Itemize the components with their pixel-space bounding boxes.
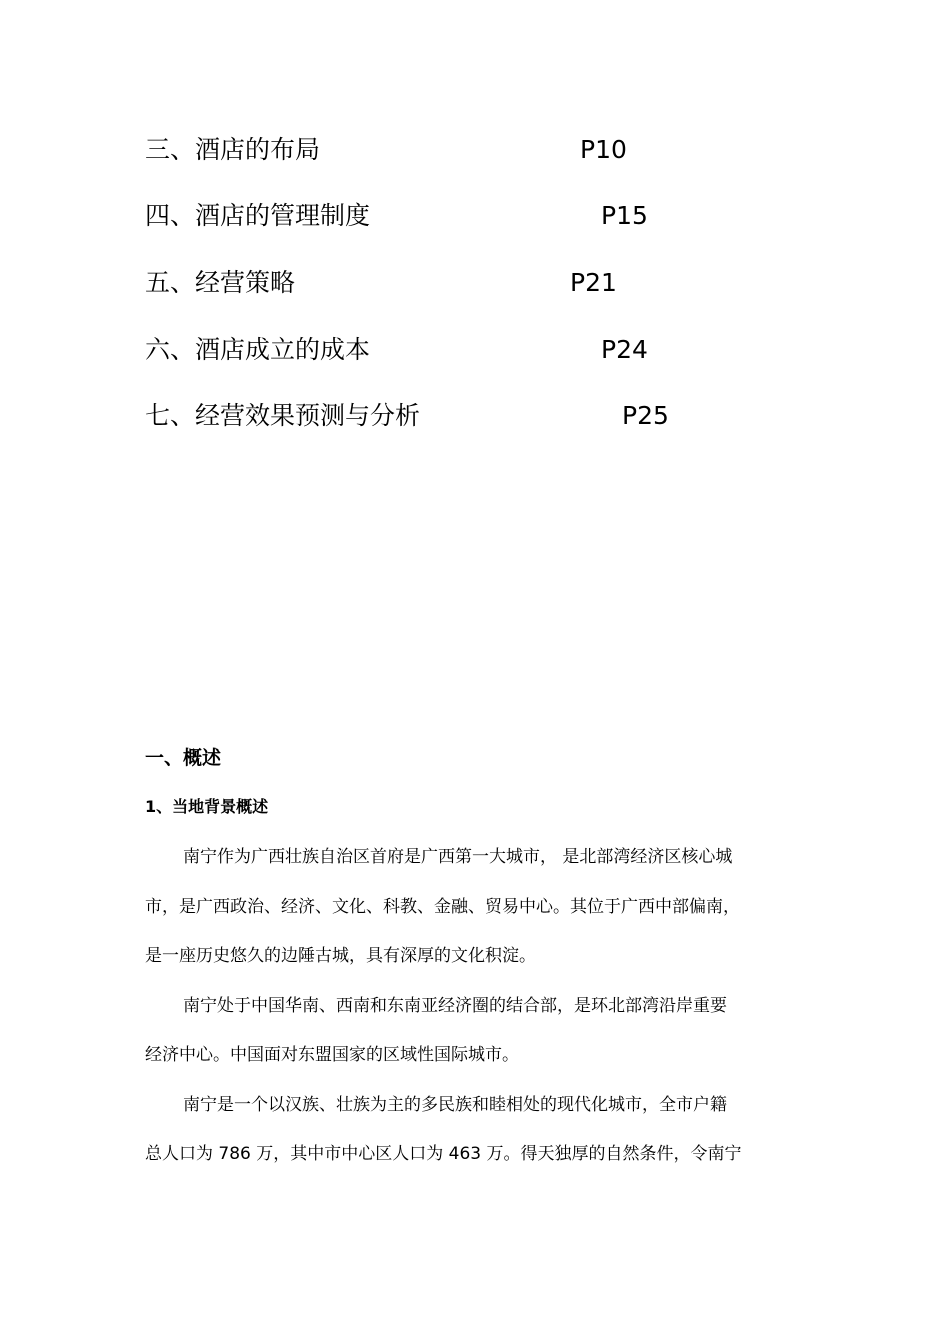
subsection-heading: 1、当地背景概述 — [145, 797, 269, 816]
toc-entry-title: 三、酒店的布局 — [145, 135, 321, 164]
toc-entry-page: P15 — [601, 201, 648, 230]
toc-entry-page: P21 — [570, 268, 617, 297]
toc-entry[interactable] — [0, 396, 950, 436]
toc-entry-page: P25 — [622, 401, 669, 430]
paragraph-line: 南宁处于中国华南、西南和东南亚经济圈的结合部，是环北部湾沿岸重要 — [183, 996, 727, 1016]
toc-entry-title: 四、酒店的管理制度 — [145, 201, 371, 230]
toc-entry-title: 五、经营策略 — [145, 268, 296, 297]
toc-entry[interactable] — [0, 196, 950, 236]
toc-entry[interactable] — [0, 330, 950, 370]
toc-entry[interactable] — [0, 263, 950, 303]
paragraph-line: 是一座历史悠久的边陲古城，具有深厚的文化积淀。 — [145, 946, 536, 966]
paragraph-line: 经济中心。中国面对东盟国家的区域性国际城市。 — [145, 1045, 519, 1065]
toc-entry-page: P10 — [580, 135, 627, 164]
section-heading: 一、概述 — [145, 747, 222, 769]
toc-entry-page: P24 — [601, 335, 648, 364]
toc-entry-title: 六、酒店成立的成本 — [145, 335, 371, 364]
toc-entry-title: 七、经营效果预测与分析 — [145, 401, 421, 430]
paragraph-line: 总人口为 786 万，其中市中心区人口为 463 万。得天独厚的自然条件，令南宁 — [145, 1144, 742, 1164]
paragraph-line: 市，是广西政治、经济、文化、科教、金融、贸易中心。其位于广西中部偏南， — [145, 897, 740, 917]
paragraph-line: 南宁是一个以汉族、壮族为主的多民族和睦相处的现代化城市，全市户籍 — [183, 1095, 727, 1115]
toc-entry[interactable] — [0, 130, 950, 170]
paragraph-line: 南宁作为广西壮族自治区首府是广西第一大城市， 是北部湾经济区核心城 — [183, 847, 733, 867]
